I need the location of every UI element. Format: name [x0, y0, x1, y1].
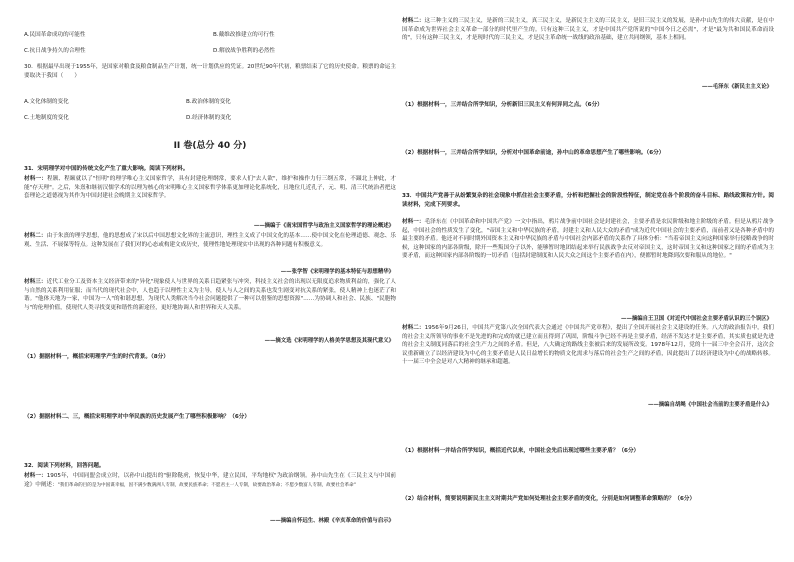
material-text: 1956年9月26日，中国共产党第八次全国代表大会通过《中国共产党章程》，提出了全国开展社会主义建设的任务。八大的政治报告中，我们的社会主义所领导的事业不是先进的和完成的就已建立而且得到了巩固，阶级斗争已经不再是主要矛盾，经济不发达才是主要矛盾，其实质也就是先进的社会主义制度同落后的社会生产力之间的矛盾。但是，八大确定的路线主张被后来的发展所改变。1978年12月，党的十一届三中全会召开，这次会议重新确立了以经济建设为中心的主要矛盾是人民日益增长的物质文化需求与落后的社会生产之间的矛盾，因此提出了以经济建设为中心的战略转移。十一届三中全会是对八大精神的继承和超越。 [402, 325, 774, 365]
q31-material-2 [24, 232, 396, 249]
material-label: 材料二： [402, 18, 425, 24]
q29-option-b: B.戴维改推建立的可行性 [213, 32, 275, 38]
material-label: 材料三： [24, 279, 47, 285]
q30-option-b: B.政治体制的变化 [186, 99, 231, 105]
q31-sub-1: （1）据据材料一，概括宋明理学产生的时代背景。（8分） [24, 354, 169, 360]
material-text: 近代工业分工及资本主义经济带来的"异化"现象使人与世界的关系日趋紧张与冲突，科技主义社会的出现以无限度追求物质利益的，强化了人与自然的关系利用征服；而当代的现代社会中，人也趋于以理性主义为主导，使人与人之间的关系也发生剧变对抗关系的紧张，使人精神上也迷茫了和谐。"他体天地为一家，中国为一人"的和谐思想，为现代人类解决当今社会问题提供了一种可以借鉴的思想资源"……为协调人和社会、民族、"民胞物与"的伦理价值，使现代人类寻找变更和谐性的新途径，更好地协调人和世界和天人关系。 [24, 279, 396, 312]
section-2-title: II 卷(总分 40 分) [173, 141, 247, 151]
q32-material-2 [402, 17, 774, 43]
q29-option-a: A.民国革命成功的可能性 [24, 32, 86, 38]
material-text: 这三种主义的三民主义，是新的三民主义，真三民主义，是新民主主义的三民主义，是旧三民主义的发展，是孙中山先生的伟大贡献，是在中国革命成为世界社会主义革命一部分的时代里产生的。只有这种三民主义，才是中国共产党所说的"中国今日之必需"，才是"最为共和国民革命而设的"，只有这种三民主义，才是现时代的三民主义，才是民主革命统一战线的政治基础，建立共同纲领，基本上相同。 [402, 18, 774, 42]
q29-option-c: C.抗日战争持久的合理性 [24, 48, 86, 54]
q30-option-d: D.经济体制的变化 [186, 115, 232, 121]
material-label: 材料一： [24, 176, 47, 182]
left-column [24, 0, 398, 562]
q32-material-2-source: ——毛泽东《新民主主义论》 [701, 84, 772, 90]
q31-sub-2: （2）据据材料二、三，概括宋明理学对中华民族的历史发展产生了哪些积极影响？（6分） [24, 414, 250, 420]
q33-intro: 33．中国共产党善于从纷繁复杂的社会现象中抓住社会主要矛盾，分析和把握社会的阶段性特征，制定党在各个阶段的奋斗目标、路线政策和方针。阅读材料，完成下列要求。 [402, 193, 774, 208]
q32-sub-1: （1）根据材料一，三并结合所学知识，分析新旧三民主义有何异同之点。（6分） [402, 102, 603, 108]
material-text: 毛泽东在《中国革命和中国共产党》一文中指出，鸦片战争前中国社会是封建社会，主要矛盾是农民阶级和地主阶级的矛盾。但是从鸦片战争起，中国社会的性质发生了变化，"帝国主义和中华民族的矛盾，封建主义和人民大众的矛盾"成为近代中国社会的主要矛盾，而前者又是各种矛盾中的最主要的矛盾。他还对不同时期外国资本主义和中华民族的矛盾与中国社会内部矛盾的关系作了具体分析："当着帝国主义向这种国家举行侵略战争的时候，这种国家的内部各阶级，除开一些叛国分子以外，能够暂时地团结起来举行民族战争去反对帝国主义，这时帝国主义和这种国家之间的矛盾成为主要矛盾，而这种国家内部各阶级的一切矛盾（包括封建制度和人民大众之间这个主要矛盾在内），便都暂时地降到次要和服从的地位。" [402, 219, 774, 259]
q33-material-1 [402, 218, 774, 261]
q33-material-2 [402, 324, 774, 367]
q32-material-1-source: ——摘编自怀远生、林殿《辛亥革命的价值与启示》 [270, 518, 394, 524]
q31-material-3-source: ——摘文选《宋明理学的人格美学思想及其现代意义》 [264, 338, 394, 344]
q33-sub-1: （1）根据材料一并结合所学知识，概括近代以来，中国社会先后出现过哪些主要矛盾？（6分） [402, 448, 640, 454]
q31-material-2-source: ——张学智《宋明理学的基本特征与思想精华》 [280, 269, 394, 275]
material-text: 程颢、程颐就以了"恒明"的理学唯心主义国家哲学，具有封建伦理纲常，要求人们"去人欲"，维护和操作力行三纲五常，不蹑北上伸此，才能"存天理"。之后，朱熹和继初汉儒学术的以理为核心的宋明唯心主义国家哲学体系更加理论化系统化，且地位几近孔子，元、明、清三代统治者把这套理论之道德视为其作为中国封建社会晚期主义国家哲学。 [24, 176, 396, 200]
q31-intro: 31．宋明理学对中国的传统文化产生了重大影响。阅读下列材料。 [24, 166, 189, 172]
q30-option-c: C.土地制度的变化 [24, 115, 69, 121]
q31-material-1 [24, 175, 396, 201]
material-label: 材料一： [402, 219, 425, 225]
material-label: 材料二： [402, 325, 425, 331]
material-text: 由于朱熹的理学思想，他的思想成了宋以后中国思想文化界的主流意识，理性主义成了中国文化的基本……使中国文化在伦理道德、观念、乐观、生活、不展保等特点。这种发展在了我们对的心态或构建文成历史，使理性地处理现实中出现的各种问题有积极意义。 [24, 233, 396, 248]
material-quote: "我们革命的目的是为中国谋幸福，因不满少数满洲人专制，故要民族革命；不愿君主一人专制，故要政治革命；不愿少数富人专制，故要社会革命" [57, 482, 356, 488]
q33-material-1-source: ——摘编自王卫国《对近代中国社会主要矛盾认识的三个误区》 [621, 316, 772, 322]
q30-option-a: A.文化体制的变化 [24, 99, 69, 105]
q30-stem: 30．根据最早出现于1955年，是国家对粮食及粮食制品生产计划，统一计划供应的凭证。20世纪90年代初，粮票结束了它的历史使命。粮票的命运主要取决于我国（ ） [24, 64, 396, 79]
material-text: 1905年，中国同盟会成立时，以孙中山提出的"驱除鞑虏，恢复中华，建立民国，平均地权"为政治纲领。孙中山先生在《三民主义与中国前途》中阐述： [24, 473, 396, 488]
q33-sub-2: （2）结合材料，简要说明新民主主义时期共产党如何处理社会主要矛盾的变化，分别是如何调整革命策略的？（6分） [402, 496, 696, 502]
q31-material-3 [24, 278, 396, 313]
material-label: 材料二： [24, 233, 47, 239]
right-column [402, 0, 776, 562]
q31-material-1-source: ——摘编于《南宋国哲学与政治主义国家哲学的理论概述》 [253, 223, 394, 229]
q33-material-2-source: ——摘编自胡绳《中国社会当前的主要矛盾是什么》 [648, 402, 772, 408]
material-label: 材料一： [24, 473, 47, 479]
q32-intro: 32．阅读下列材料，回答问题。 [24, 463, 105, 469]
q29-option-d: D.解放战争胜利的必然性 [213, 48, 276, 54]
q32-sub-2: （2）根据材料一，三并结合所学知识，分析对中国革命前途，孙中山的革命思想产生了哪些影响。（6分） [402, 150, 665, 156]
q32-material-1 [24, 472, 396, 490]
